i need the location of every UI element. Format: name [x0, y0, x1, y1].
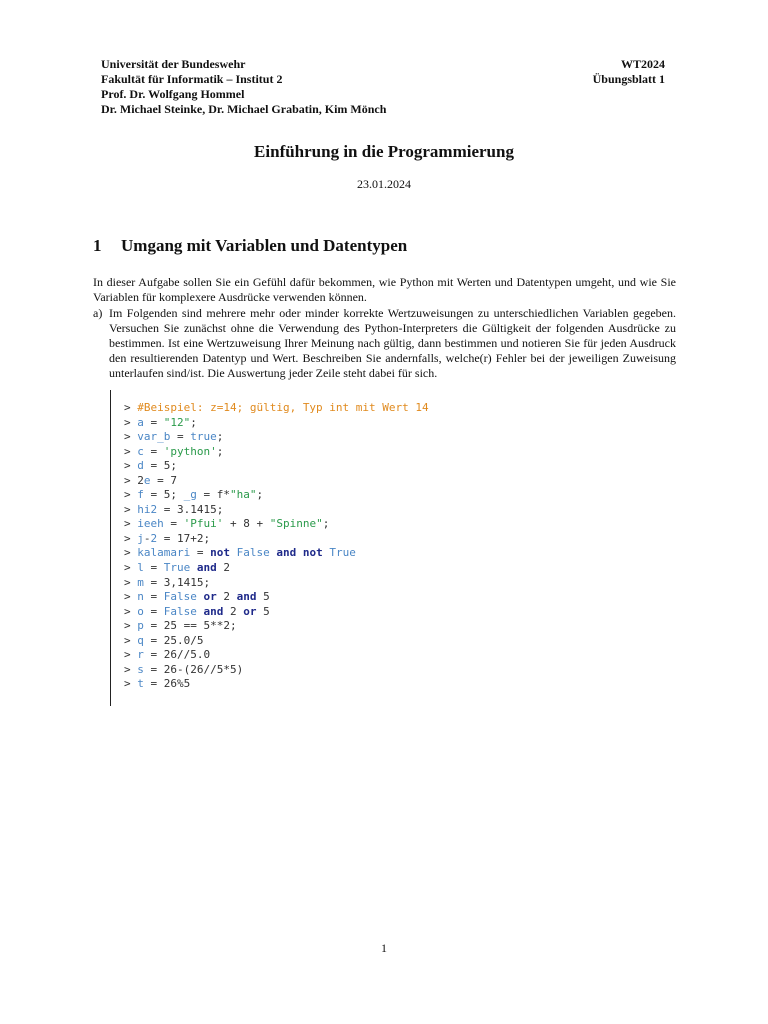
code-line: > s = 26-(26//5*5) — [124, 662, 244, 676]
section-heading — [93, 236, 407, 256]
intro-paragraph: In dieser Aufgabe sollen Sie ein Gefühl dafür bekommen, wie Python mit Werten und Datentypen umgeht, und wie Sie Variablen für komplexere Ausdrücke verwenden können. — [93, 275, 676, 304]
code-line: > r = 26//5.0 — [124, 648, 211, 662]
task-a — [93, 306, 676, 381]
code-line: > t = 26%5 — [124, 677, 191, 691]
section-number: 1 — [93, 236, 102, 255]
code-line: > d = 5; — [124, 459, 177, 473]
code-line: > o = False and 2 or 5 — [124, 604, 270, 618]
code-line: > 2e = 7 — [124, 473, 177, 487]
task-a-text: Im Folgenden sind mehrere mehr oder minder korrekte Wertzuweisungen zu unterschiedlichen Variablen gegeben. Versuchen Sie zunächst ohne die Verwendung des Python-Interpreters die Gültigkeit der folgenden Ausdrücke zu bestimmen. Ist eine Wertzuweisung Ihrer Meinung nach gültig, dann bestimmen und notieren Sie für jeden Ausdruck den resultierenden Datentyp und Wert. Beschreiben Sie andernfalls, welche(r) Fehler bei der jeweiligen Zuweisung unterlaufen sind/ist. Die Auswertung jeder Zeile steht dabei für sich. — [109, 306, 676, 380]
university-name: Universität der Bundeswehr — [101, 57, 246, 71]
faculty-name: Fakultät für Informatik – Institut 2 — [101, 72, 283, 86]
code-line: > n = False or 2 and 5 — [124, 590, 270, 604]
section-title: Umgang mit Variablen und Datentypen — [121, 236, 408, 255]
page-number: 1 — [381, 941, 387, 955]
code-line: > m = 3,1415; — [124, 575, 211, 589]
code-line: > l = True and 2 — [124, 561, 230, 575]
document-title: Einführung in die Programmierung — [254, 142, 514, 161]
code-line: > ieeh = 'Pfui' + 8 + "Spinne"; — [124, 517, 330, 531]
staff-names: Dr. Michael Steinke, Dr. Michael Grabatin, Kim Mönch — [101, 102, 387, 116]
document-date: 23.01.2024 — [357, 177, 411, 191]
code-line: > j-2 = 17+2; — [124, 531, 211, 545]
code-line: > hi2 = 3.1415; — [124, 502, 224, 516]
code-listing — [124, 401, 429, 692]
task-a-label: a) — [93, 306, 103, 320]
header-right — [593, 57, 665, 87]
sheet-label: Übungsblatt 1 — [592, 72, 665, 86]
code-line: > f = 5; _g = f*"ha"; — [124, 488, 264, 502]
term-label: WT2024 — [620, 57, 665, 71]
header-left — [101, 57, 386, 117]
code-line: > q = 25.0/5 — [124, 633, 204, 647]
code-line: > c = 'python'; — [124, 444, 224, 458]
code-line: > #Beispiel: z=14; gültig, Typ int mit Wert 14 — [124, 401, 429, 414]
code-line: > var_b = true; — [124, 430, 224, 444]
code-line: > kalamari = not False and not True — [124, 546, 356, 560]
professor-name: Prof. Dr. Wolfgang Hommel — [101, 87, 245, 101]
code-line: > a = "12"; — [124, 415, 197, 429]
code-line: > p = 25 == 5**2; — [124, 619, 237, 633]
